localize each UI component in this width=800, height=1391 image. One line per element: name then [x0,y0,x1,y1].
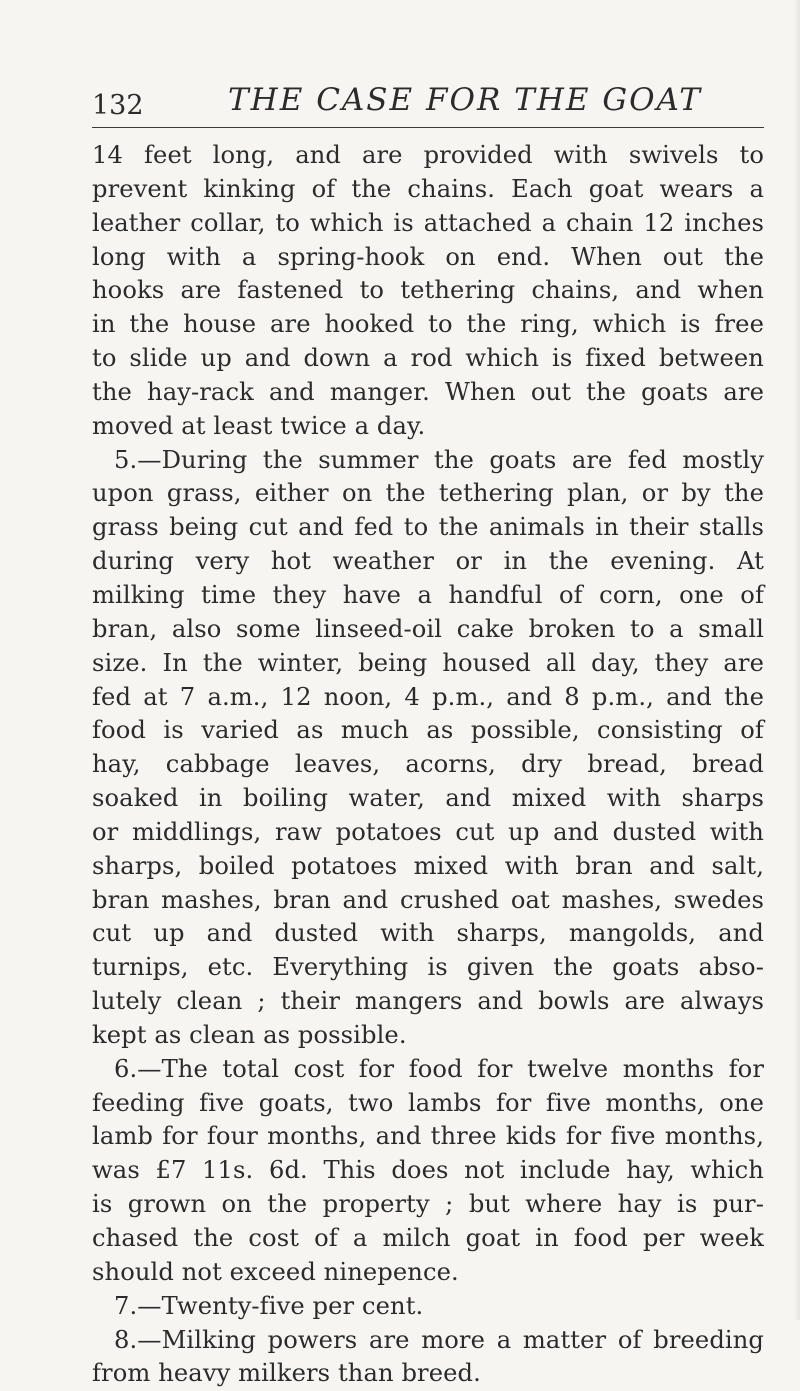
text-line: hay, cabbage leaves, acorns, dry bread, bread [92,750,764,779]
text-line: food is varied as much as possible, consisting of [92,716,764,745]
body-text [92,139,764,1391]
text-line: leather collar, to which is attached a chain 12 inches [92,208,764,237]
text-line: feeding five goats, two lambs for five months, one [92,1088,764,1117]
text-line: is grown on the property ; but where hay is pur- [92,1190,764,1219]
text-line: moved at least twice a day. [92,411,426,440]
paragraph-5-start: 5.—During the summer the goats are fed mostly [114,445,764,474]
text-line: upon grass, either on the tethering plan, or by the [92,479,764,508]
text-line: bran mashes, bran and crushed oat mashes, swedes [92,885,764,914]
text-line: grass being cut and fed to the animals in their stalls [92,513,764,542]
text-line: cut up and dusted with sharps, mangolds, and [92,919,764,948]
text-line: milking time they have a handful of corn, one of [92,580,764,609]
text-line: or middlings, raw potatoes cut up and dusted with [92,817,764,846]
text-line: hooks are fastened to tethering chains, and when [92,276,764,305]
text-line: was £7 11s. 6d. This does not include hay, which [92,1156,764,1185]
text-line: chased the cost of a milch goat in food per week [92,1224,764,1252]
text-line: the hay-rack and manger. When out the goats are [92,377,764,406]
text-line: lutely clean ; their mangers and bowls are always [92,987,764,1016]
page-edge-shadow [794,0,800,1320]
paragraph-7: 7.—Twenty-five per cent. [114,1291,424,1320]
text-line: kept as clean as possible. [92,1020,407,1049]
text-line: in the house are hooked to the ring, which is free [92,310,764,339]
text-line: soaked in boiling water, and mixed with sharps [92,784,764,813]
text-line: 14 feet long, and are provided with swivels to [92,141,764,169]
text-line: from heavy milkers than breed. [92,1359,481,1388]
text-line: during very hot weather or in the evening. At [92,547,764,576]
page-header [92,78,764,121]
text-line: size. In the winter, being housed all day, they are [92,648,764,677]
text-line: should not exceed ninepence. [92,1257,459,1286]
paragraph-6-start: 6.—The total cost for food for twelve months for [114,1054,764,1083]
text-line: turnips, etc. Everything is given the goats abso- [92,953,764,982]
text-line: to slide up and down a rod which is fixed between [92,344,764,373]
header-rule [92,127,764,128]
text-line: prevent kinking of the chains. Each goat wears a [92,174,764,203]
paragraph-8-start: 8.—Milking powers are more a matter of breeding [114,1325,764,1354]
page-number: 132 [92,90,144,121]
text-line: fed at 7 a.m., 12 noon, 4 p.m., and 8 p.m., and the [92,682,764,711]
text-line: long with a spring-hook on end. When out the [92,242,764,271]
running-title: THE CASE FOR THE GOAT [228,82,702,118]
text-line: bran, also some linseed-oil cake broken to a small [92,614,764,643]
text-line: sharps, boiled potatoes mixed with bran and salt, [92,851,764,880]
text-line: lamb for four months, and three kids for five months, [92,1122,764,1151]
